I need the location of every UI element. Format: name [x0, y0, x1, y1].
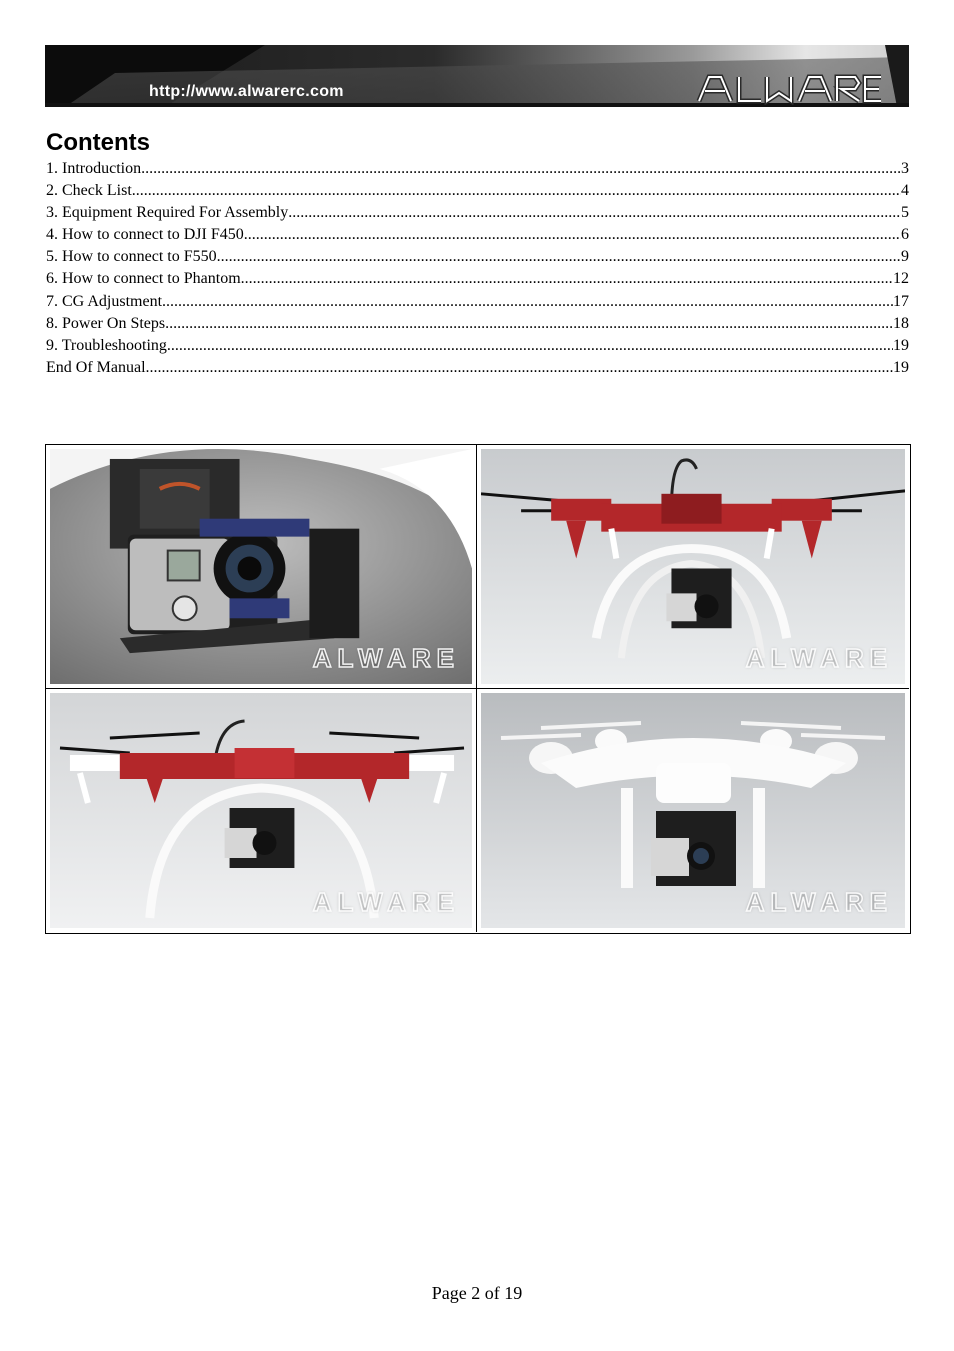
photo-grid: [45, 444, 911, 934]
alware-watermark: ALWARE: [312, 887, 460, 917]
toc-entry[interactable]: [46, 268, 909, 290]
toc-entry[interactable]: [46, 291, 909, 313]
f450-quadcopter-photo: [481, 449, 905, 684]
header-banner: [45, 45, 909, 107]
toc-dot-leader: [146, 357, 893, 379]
toc-page-number: 18: [893, 314, 909, 332]
toc-entry[interactable]: [46, 202, 909, 224]
alware-logo: [695, 71, 885, 105]
alware-watermark: ALWARE: [312, 643, 460, 673]
contents-title: Contents: [46, 129, 150, 156]
toc-entry[interactable]: [46, 224, 909, 246]
toc-label: 8. Power On Steps: [46, 314, 166, 332]
toc-page-number: 9: [901, 248, 909, 266]
gimbal-camera-photo: [50, 449, 472, 684]
photo-cell: [477, 689, 909, 932]
toc-page-number: 17: [893, 292, 909, 310]
toc-dot-leader: [132, 180, 901, 202]
toc-label: 6. How to connect to Phantom: [46, 270, 241, 288]
toc-label: 9. Troubleshooting: [46, 336, 167, 354]
banner-url[interactable]: http://www.alwarerc.com: [149, 83, 344, 100]
f550-hexacopter-photo: [50, 693, 472, 928]
toc-dot-leader: [141, 158, 901, 180]
toc-dot-leader: [167, 335, 893, 357]
photo-cell: [46, 689, 477, 932]
alware-watermark: ALWARE: [745, 887, 893, 917]
phantom-quadcopter-photo: [481, 693, 905, 928]
toc-entry[interactable]: [46, 158, 909, 180]
toc-label: 2. Check List: [46, 182, 132, 200]
alware-watermark: ALWARE: [745, 643, 893, 673]
toc-label: 3. Equipment Required For Assembly: [46, 204, 289, 222]
toc-dot-leader: [217, 246, 901, 268]
toc-label: 5. How to connect to F550: [46, 248, 217, 266]
toc-label: End Of Manual: [46, 358, 146, 376]
toc-page-number: 12: [893, 270, 909, 288]
toc-dot-leader: [162, 291, 893, 313]
toc-label: 1. Introduction: [46, 160, 142, 177]
toc-label: 7. CG Adjustment: [46, 292, 163, 310]
toc-entry[interactable]: [46, 180, 909, 202]
photo-cell: [477, 445, 909, 689]
photo-cell: [46, 445, 477, 689]
toc-dot-leader: [288, 202, 901, 224]
toc-page-number: 4: [901, 182, 909, 200]
toc-entry[interactable]: [46, 357, 909, 379]
toc-entry[interactable]: [46, 313, 909, 335]
toc-label: 4. How to connect to DJI F450: [46, 226, 244, 244]
page-footer: Page 2 of 19: [431, 1283, 523, 1303]
toc-entry[interactable]: [46, 335, 909, 357]
toc-entry[interactable]: [46, 246, 909, 268]
toc-dot-leader: [165, 313, 893, 335]
toc-page-number: 5: [901, 204, 909, 222]
toc-page-number: 3: [901, 160, 909, 177]
toc-page-number: 19: [893, 358, 909, 376]
toc-page-number: 19: [893, 336, 909, 354]
table-of-contents: [46, 158, 909, 379]
toc-page-number: 6: [901, 226, 909, 244]
toc-dot-leader: [241, 268, 893, 290]
toc-dot-leader: [244, 224, 901, 246]
